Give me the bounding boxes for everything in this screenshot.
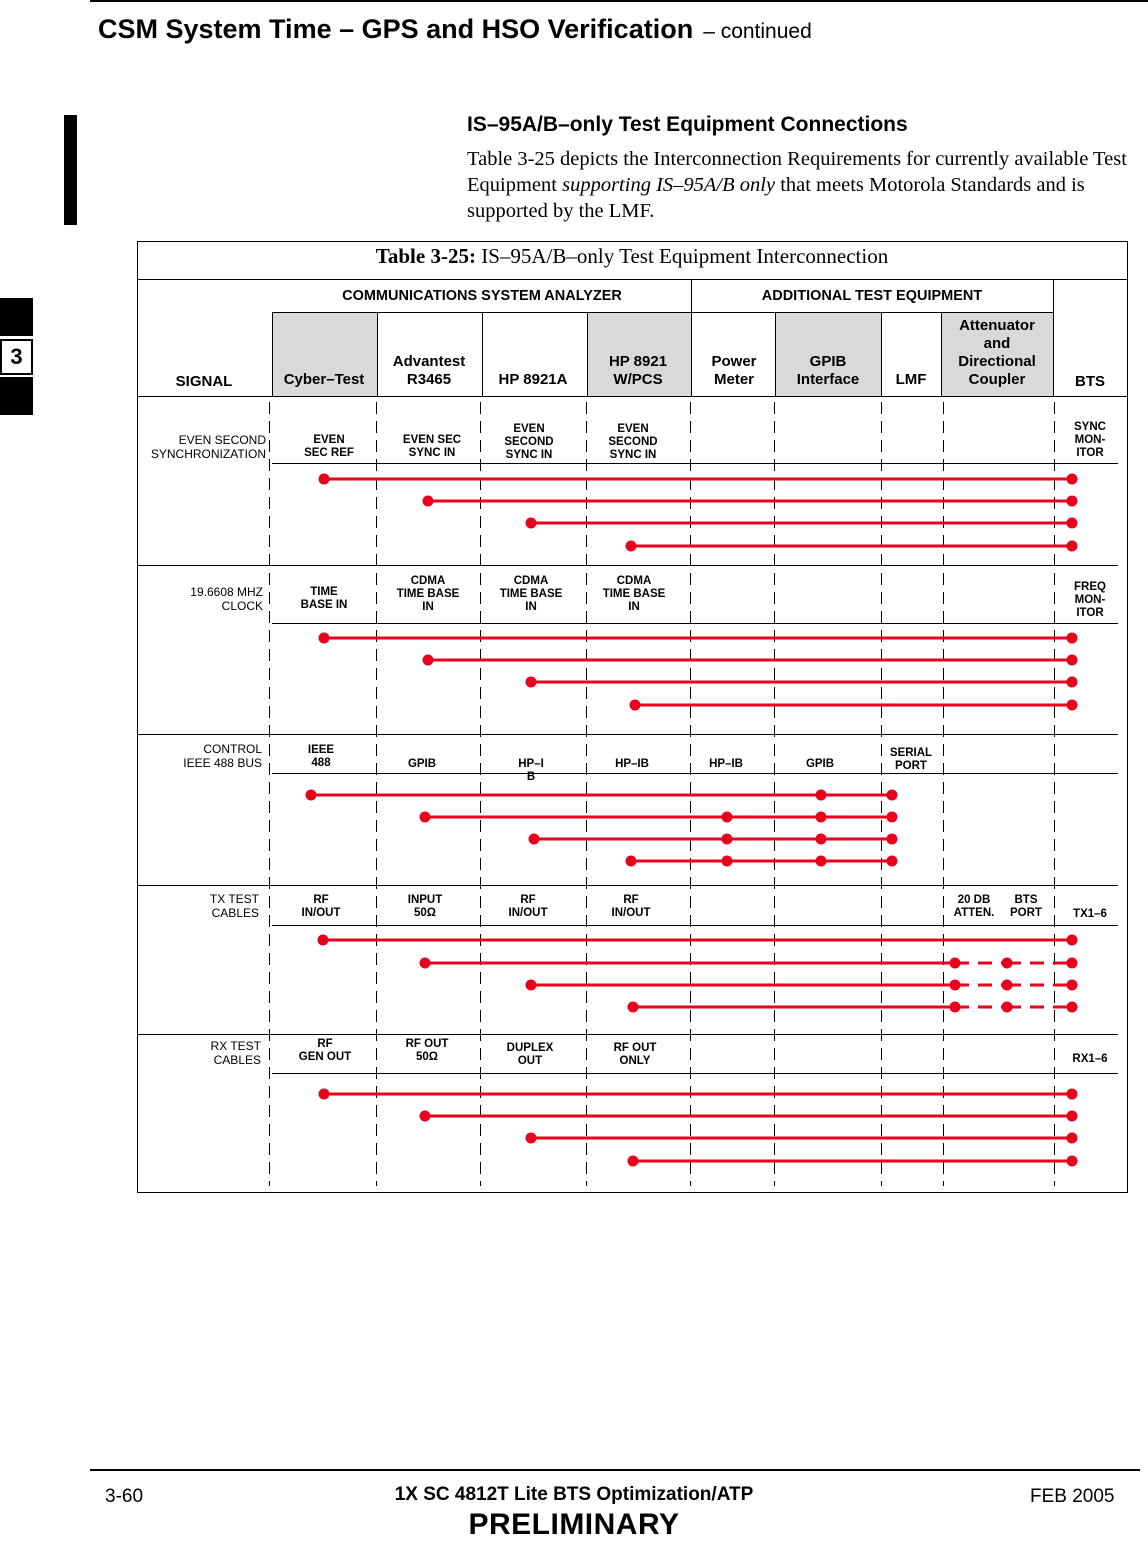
- connection-9: [306, 790, 898, 801]
- connection-12: [626, 856, 898, 867]
- cell-rf-out-50: RF OUT 50Ω: [405, 1038, 449, 1063]
- connection-18: [420, 1111, 1078, 1122]
- intro-text-2: that meets Motorola Standards and is supported by the LMF.: [467, 174, 1085, 222]
- cell-sync-monitor: SYNC MON-ITOR: [1074, 421, 1106, 459]
- connection-6: [423, 655, 1078, 666]
- connection-dot: [1067, 633, 1078, 644]
- connection-dot: [1067, 1089, 1078, 1100]
- intro-emphasis: supporting IS–95A/B only: [562, 174, 776, 196]
- connection-dot: [722, 834, 733, 845]
- connection-13: [318, 935, 1078, 946]
- cell-hp-ib-c: HP–IB: [709, 758, 743, 770]
- signal-tx: TX TEST CABLES: [209, 892, 259, 920]
- connection-dot: [420, 812, 431, 823]
- connection-dot: [420, 958, 431, 969]
- connection-dot: [1002, 958, 1013, 969]
- col-bts: BTS: [1075, 373, 1105, 390]
- connection-dot: [423, 496, 434, 507]
- connection-dot: [1067, 980, 1078, 991]
- header-continued: – continued: [703, 20, 812, 43]
- connection-dot: [816, 790, 827, 801]
- col-attenuator: Attenuator and Directional Coupler: [958, 317, 1036, 388]
- table-caption-text: IS–95A/B–only Test Equipment Interconnection: [475, 244, 889, 268]
- connection-dot: [1067, 1156, 1078, 1167]
- connection-dot: [420, 1111, 431, 1122]
- cell-20db-atten: 20 DB ATTEN.: [953, 894, 995, 919]
- col-gpib-interface: GPIB Interface: [796, 353, 860, 388]
- cell-bts-port: BTS PORT: [1010, 894, 1042, 919]
- connection-3: [526, 518, 1078, 529]
- connection-20: [628, 1156, 1078, 1167]
- connection-dot: [1002, 1002, 1013, 1013]
- connection-15: [526, 980, 1078, 991]
- cell-gpib-interface: GPIB: [805, 758, 835, 770]
- col-signal: SIGNAL: [175, 373, 233, 390]
- cell-duplex-out: DUPLEX OUT: [506, 1042, 554, 1067]
- cell-serial-port: SERIAL PORT: [889, 747, 933, 772]
- cell-even-sec-sync-in: EVEN SEC SYNC IN: [402, 434, 462, 459]
- connection-16: [628, 1002, 1078, 1013]
- connection-dot: [628, 1156, 639, 1167]
- connection-dot: [526, 980, 537, 991]
- connection-14: [420, 958, 1078, 969]
- footer-rule: [90, 1469, 1140, 1471]
- connection-dot: [950, 958, 961, 969]
- cell-even-sec-ref: EVEN SEC REF: [304, 434, 354, 459]
- col-power-meter: Power Meter: [711, 353, 757, 388]
- cell-freq-monitor: FREQ MON-ITOR: [1074, 581, 1106, 619]
- cell-rf-in-out-c: RF IN/OUT: [611, 894, 651, 919]
- cell-hp-ib-a: HP–I B: [518, 758, 544, 783]
- connection-dot: [887, 790, 898, 801]
- intro-text-1: Table 3-25 depicts the Interconnection Requirements for currently available Test Equipment: [467, 148, 1127, 196]
- cell-tx1-6: TX1–6: [1073, 908, 1107, 920]
- col-hp8921a: HP 8921A: [498, 371, 568, 388]
- connection-dot: [1067, 1002, 1078, 1013]
- cell-time-base-in: TIME BASE IN: [300, 586, 348, 611]
- connection-dot: [1067, 541, 1078, 552]
- connection-8: [630, 700, 1078, 711]
- footer-document-title: 1X SC 4812T Lite BTS Optimization/ATP: [394, 1484, 754, 1505]
- table-caption-label: Table 3-25:: [375, 244, 476, 268]
- connection-dot: [1067, 496, 1078, 507]
- cell-rx1-6: RX1–6: [1072, 1053, 1108, 1065]
- connection-dot: [1067, 1133, 1078, 1144]
- signal-even-second: EVEN SECOND SYNCHRONIZATION: [150, 433, 266, 461]
- group-header-labels: [342, 288, 982, 304]
- footer-page-number: 3-60: [105, 1486, 144, 1507]
- cell-hp-ib-b: HP–IB: [615, 758, 649, 770]
- connection-dot: [526, 518, 537, 529]
- signal-control: CONTROL IEEE 488 BUS: [183, 742, 262, 770]
- col-cyber-test: Cyber–Test: [283, 371, 365, 388]
- connection-dot: [1002, 980, 1013, 991]
- connection-dot: [887, 812, 898, 823]
- connection-17: [319, 1089, 1078, 1100]
- chapter-tab-number: 3: [0, 339, 33, 375]
- connection-dot: [526, 677, 537, 688]
- connection-dot: [816, 812, 827, 823]
- connection-dot: [319, 1089, 330, 1100]
- group-ate-label: ADDITIONAL TEST EQUIPMENT: [761, 288, 983, 304]
- connection-dot: [306, 790, 317, 801]
- connection-10: [420, 812, 898, 823]
- col-advantest: Advantest R3465: [392, 353, 466, 388]
- connection-dot: [319, 633, 330, 644]
- connection-dot: [722, 856, 733, 867]
- connection-dot: [1067, 958, 1078, 969]
- connection-dot: [1067, 655, 1078, 666]
- preliminary-watermark: PRELIMINARY: [468, 1508, 680, 1541]
- cell-gpib-advantest: GPIB: [407, 758, 437, 770]
- cell-input-50: INPUT 50Ω: [407, 894, 443, 919]
- connection-dot: [887, 834, 898, 845]
- connection-dot: [816, 856, 827, 867]
- col-hp8921-pcs: HP 8921 W/PCS: [608, 353, 668, 388]
- connection-dot: [628, 1002, 639, 1013]
- connection-dot: [722, 812, 733, 823]
- connection-dot: [816, 834, 827, 845]
- signal-clock: 19.6608 MHZ CLOCK: [190, 585, 263, 613]
- header-title-text: CSM System Time – GPS and HSO Verification: [98, 14, 694, 44]
- connection-dot: [950, 980, 961, 991]
- connection-dot: [1067, 474, 1078, 485]
- cell-rf-in-out-a: RF IN/OUT: [301, 894, 341, 919]
- connection-dot: [1067, 700, 1078, 711]
- connection-dot: [950, 1002, 961, 1013]
- cell-rf-gen-out: RF GEN OUT: [298, 1038, 352, 1063]
- connection-dot: [626, 541, 637, 552]
- signal-rx: RX TEST CABLES: [210, 1039, 261, 1067]
- connection-dot: [423, 655, 434, 666]
- footer-date: FEB 2005: [1030, 1486, 1115, 1507]
- connection-dot: [529, 834, 540, 845]
- cell-rf-out-only: RF OUT ONLY: [613, 1042, 657, 1067]
- connection-dot: [630, 700, 641, 711]
- connection-dot: [1067, 1111, 1078, 1122]
- connection-dot: [318, 935, 329, 946]
- signal-labels: [151, 433, 266, 1067]
- cell-even-second-sync-in-b: EVEN SECOND SYNC IN: [608, 423, 658, 461]
- cell-rf-in-out-b: RF IN/OUT: [508, 894, 548, 919]
- connection-4: [626, 541, 1078, 552]
- cell-ieee-488: IEEE 488: [307, 744, 335, 769]
- connection-19: [526, 1133, 1078, 1144]
- cell-even-second-sync-in-a: EVEN SECOND SYNC IN: [504, 423, 554, 461]
- col-lmf: LMF: [895, 371, 927, 388]
- section-title: IS–95A/B–only Test Equipment Connections: [467, 113, 908, 136]
- connection-7: [526, 677, 1078, 688]
- connection-dot: [1067, 518, 1078, 529]
- connection-dot: [1067, 677, 1078, 688]
- connection-dot: [626, 856, 637, 867]
- connection-11: [529, 834, 898, 845]
- connection-dot: [526, 1133, 537, 1144]
- connection-labels: [299, 421, 1108, 1067]
- connection-5: [319, 633, 1078, 644]
- cell-cdma-time-base-b: CDMA TIME BASE IN: [499, 575, 563, 613]
- connection-2: [423, 496, 1078, 507]
- cell-cdma-time-base-c: CDMA TIME BASE IN: [602, 575, 666, 613]
- cell-cdma-time-base-a: CDMA TIME BASE IN: [396, 575, 460, 613]
- connection-dot: [319, 474, 330, 485]
- connection-dot: [887, 856, 898, 867]
- connection-dot: [1067, 935, 1078, 946]
- group-csa-label: COMMUNICATIONS SYSTEM ANALYZER: [342, 288, 622, 304]
- connection-1: [319, 474, 1078, 485]
